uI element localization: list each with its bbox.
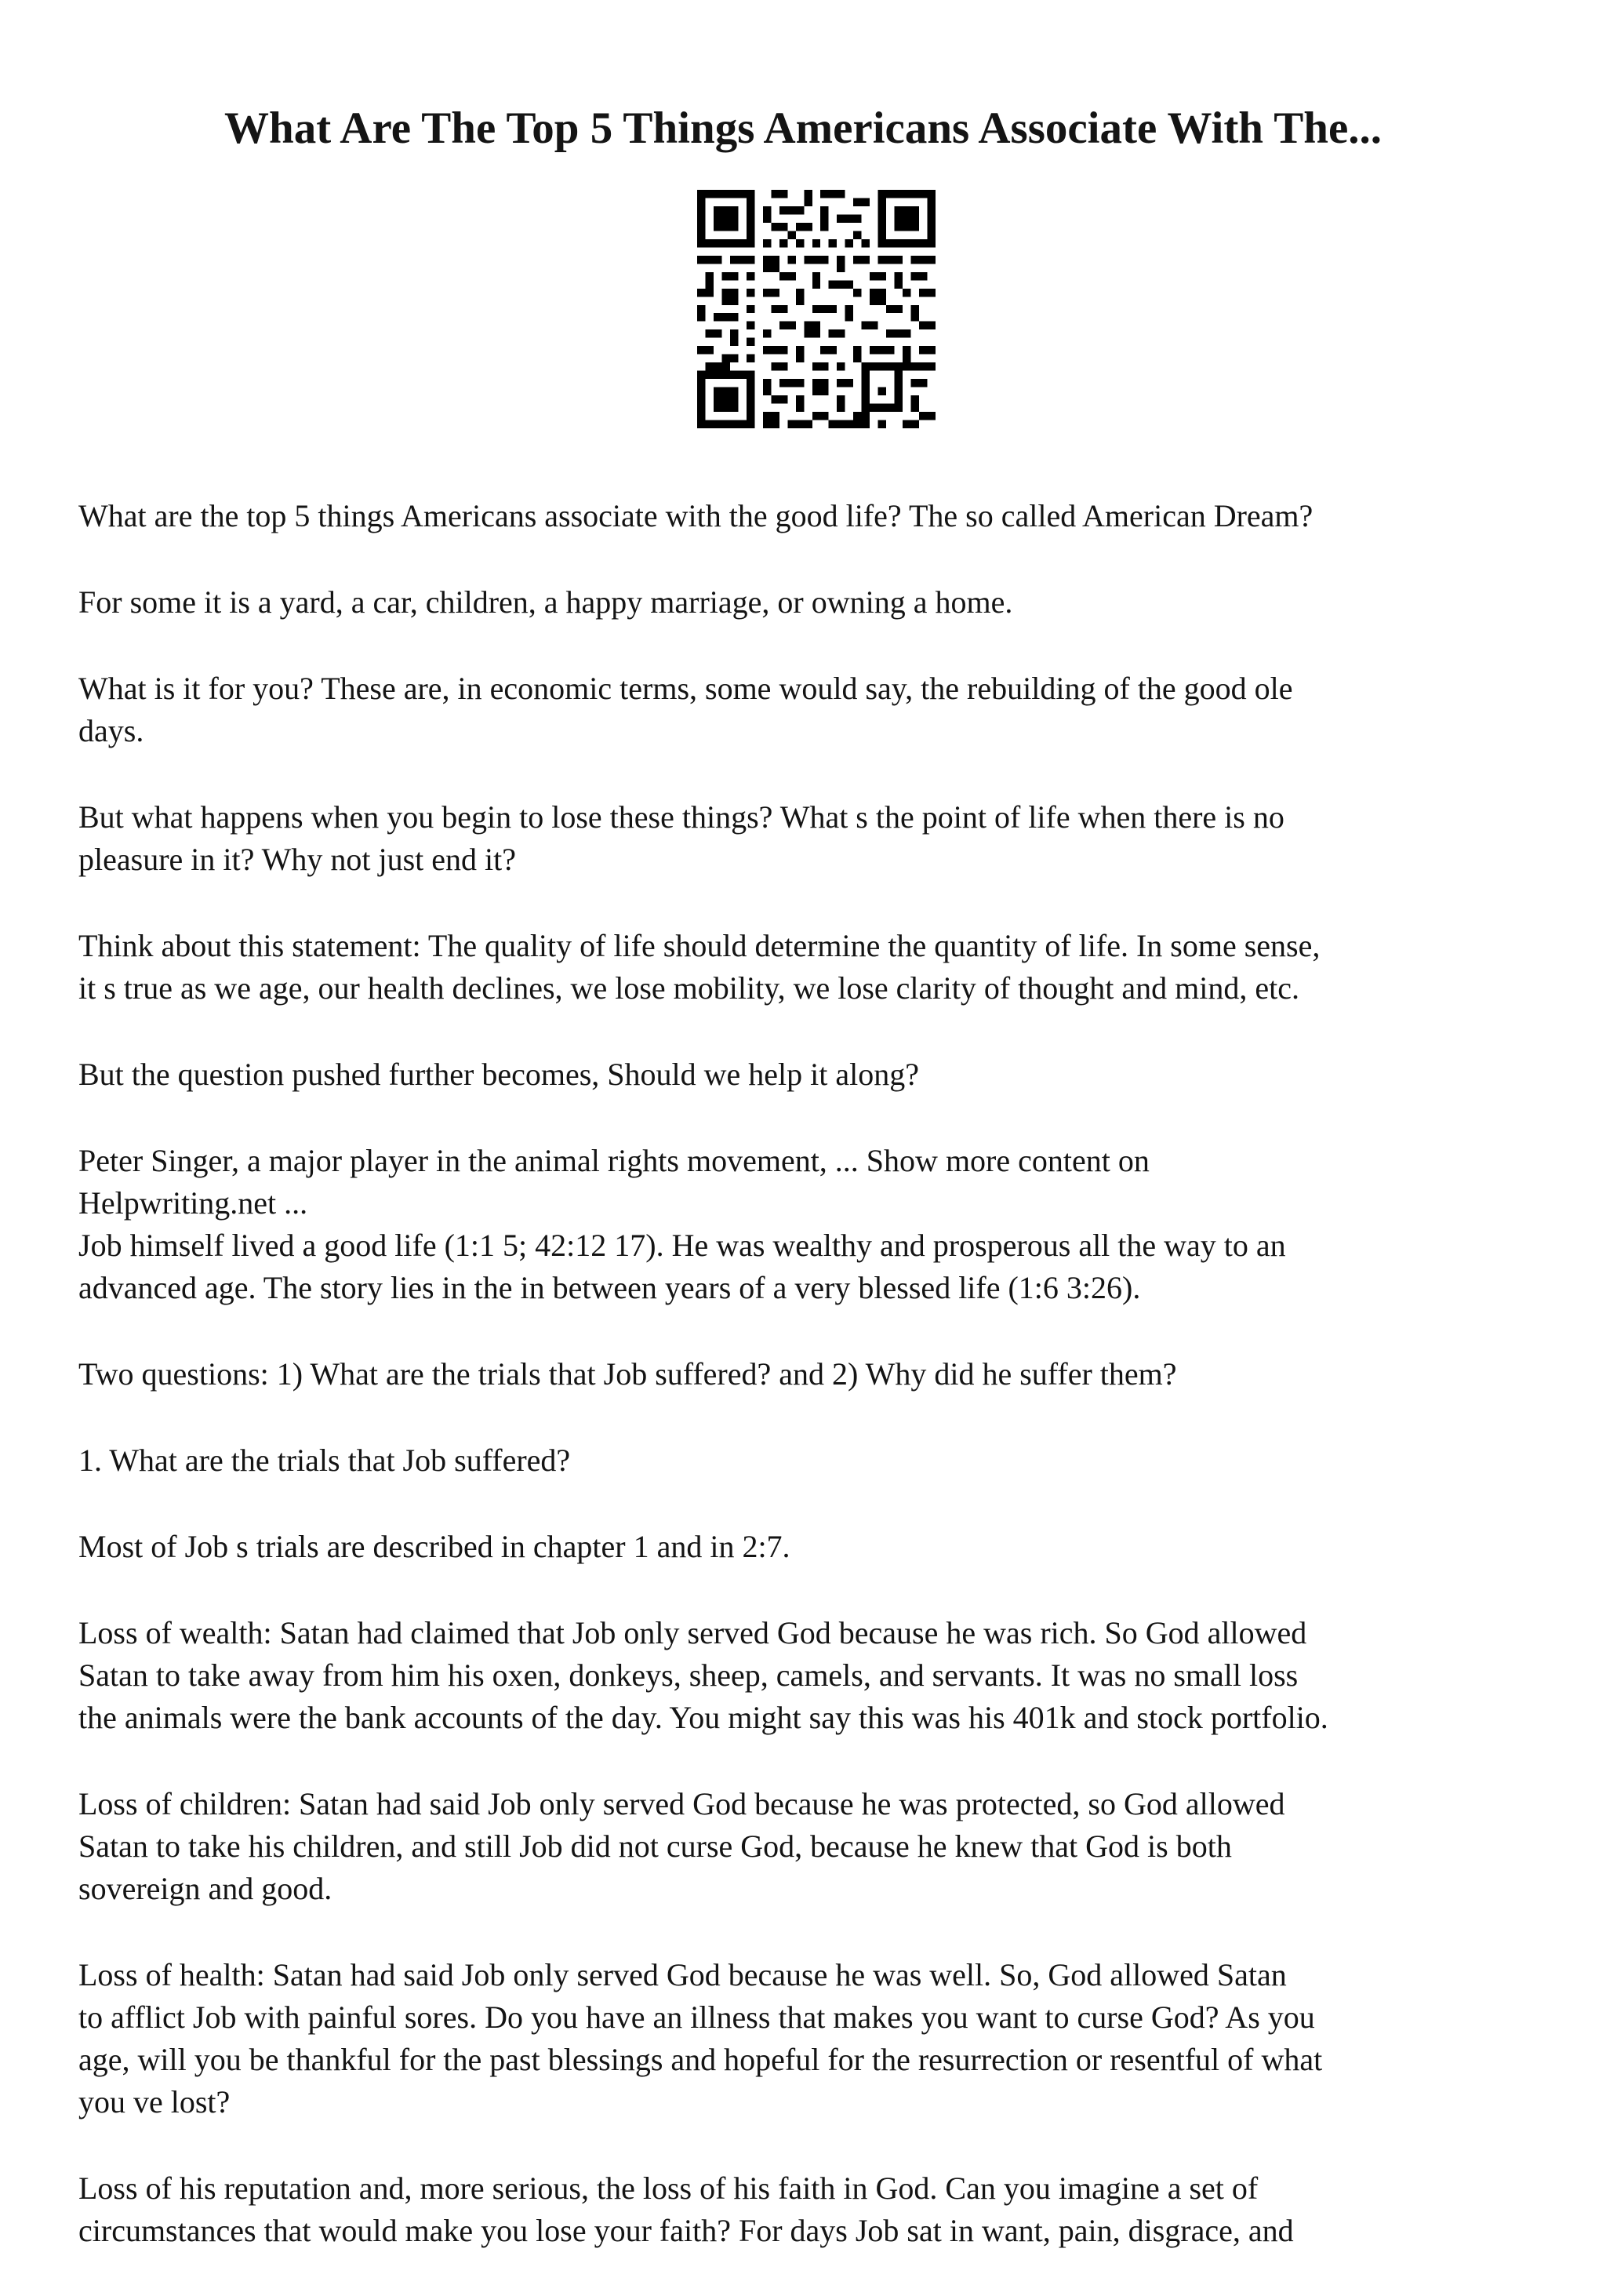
paragraph: Loss of wealth: Satan had claimed that Job only served God because he was rich. So God allowed Satan to take away from him his oxen, donkeys, sheep, camels, and servants. It was no small loss the animals were the bank accounts of the day. You might say this was his 401k and stock portfolio. xyxy=(78,1615,1328,1735)
qr-code-icon xyxy=(697,190,936,428)
paragraph: For some it is a yard, a car, children, a happy marriage, or owning a home. xyxy=(78,584,1013,620)
document-title: What Are The Top 5 Things Americans Associate With The... xyxy=(224,104,1382,153)
paragraph: Loss of children: Satan had said Job only served God because he was protected, so God allowed Satan to take his children, and still Job did not curse God, because he knew that God is both sovereign and good. xyxy=(78,1786,1285,1906)
paragraph: Job himself lived a good life (1:1 5; 42:12 17). He was wealthy and prosperous all the way to an advanced age. The story lies in the in between years of a very blessed life (1:6 3:26). xyxy=(78,1228,1286,1305)
paragraph: Peter Singer, a major player in the animal rights movement, ... Show more content on Helpwriting.net ... xyxy=(78,1143,1150,1221)
paragraph: Loss of health: Satan had said Job only served God because he was well. So, God allowed Satan to afflict Job with painful sores. Do you have an illness that makes you want to curse God? As you age, will you be thankful for the past blessings and hopeful for the resurrection or resentful of what you ve lost? xyxy=(78,1957,1323,2120)
paragraph: What is it for you? These are, in economic terms, some would say, the rebuilding of the good ole days. xyxy=(78,671,1293,748)
document-body xyxy=(78,495,1553,2296)
paragraph: But the question pushed further becomes, Should we help it along? xyxy=(78,1057,920,1092)
paragraph: Loss of his reputation and, more serious, the loss of his faith in God. Can you imagine a set of circumstances that would make you lose your faith? For days Job sat in want, pain, disgrace, and xyxy=(78,2170,1294,2248)
paragraph: Think about this statement: The quality of life should determine the quantity of life. In some sense, it s true as we age, our health declines, we lose mobility, we lose clarity of thought and mind, etc. xyxy=(78,928,1321,1006)
paragraph: Two questions: 1) What are the trials that Job suffered? and 2) Why did he suffer them? xyxy=(78,1356,1177,1392)
paragraph: But what happens when you begin to lose these things? What s the point of life when there is no pleasure in it? Why not just end it? xyxy=(78,799,1284,877)
paragraph: What are the top 5 things Americans associate with the good life? The so called American Dream? xyxy=(78,498,1314,533)
paragraph: 1. What are the trials that Job suffered? xyxy=(78,1443,571,1478)
paragraph: Most of Job s trials are described in chapter 1 and in 2:7. xyxy=(78,1529,790,1564)
